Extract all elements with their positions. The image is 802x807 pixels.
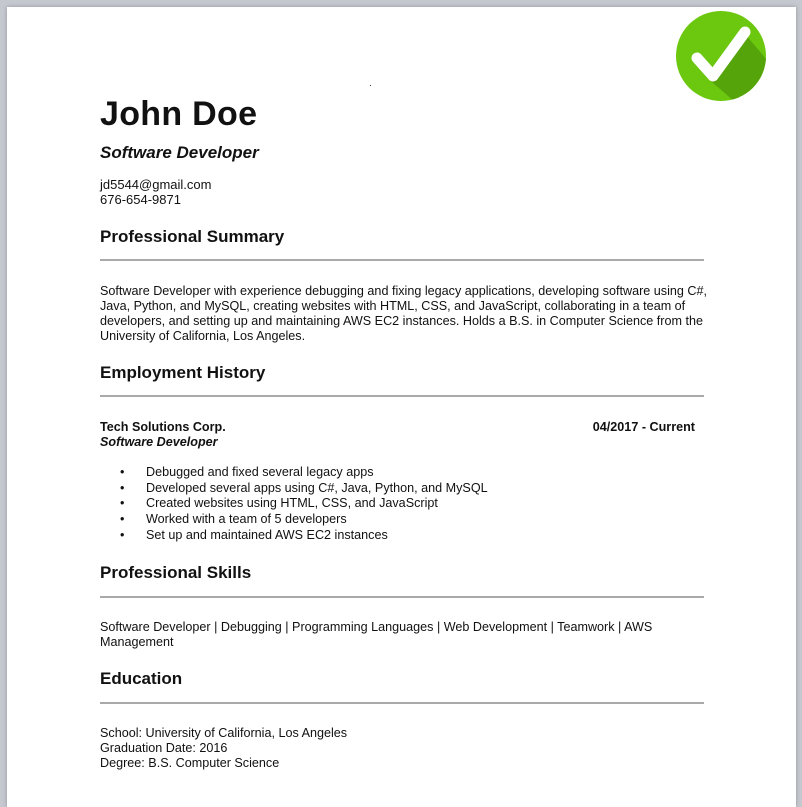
degree: Degree: B.S. Computer Science [100,756,280,770]
company: Tech Solutions Corp. [100,420,226,434]
job-dates: 04/2017 - Current [592,420,695,434]
education-heading: Education [100,669,183,688]
skills-heading: Professional Skills [100,563,252,582]
summary-heading: Professional Summary [100,227,285,246]
employment-heading: Employment History [100,363,266,382]
checkmark-icon [675,10,767,102]
divider [100,702,704,704]
education-details [100,726,710,771]
job-entry [100,420,695,450]
phone: 676-654-9871 [100,192,181,207]
list-item: • Developed several apps using C#, Java, Python, and MySQL [120,481,488,497]
summary-text: Software Developer with experience debugging and fixing legacy applications, developing software using C#, Java, Python, and MySQL, creating websites with HTML, CSS, and JavaScript, collaborating in a team of developers, and setting up and maintaining AWS EC2 instances. Holds a B.S. in Computer Science from the University of California, Los Angeles. [100,284,707,343]
divider [100,395,704,397]
divider [100,259,704,261]
list-item: • Worked with a team of 5 developers [120,512,488,528]
divider [100,596,704,598]
list-item: • Debugged and fixed several legacy apps [120,465,488,481]
candidate-name: John Doe [100,95,258,133]
list-item: • Created websites using HTML, CSS, and JavaScript [120,496,488,512]
school: School: University of California, Los Angeles [100,726,348,740]
resume-page [7,7,796,807]
contact-info [100,177,211,207]
graduation-date: Graduation Date: 2016 [100,741,228,755]
skills-text: Software Developer | Debugging | Programming Languages | Web Development | Teamwork | AWS Management [100,620,653,649]
job-bullets [120,465,488,544]
stray-dot [370,85,371,86]
job-role: Software Developer [100,435,218,449]
candidate-title: Software Developer [100,143,259,162]
list-item: • Set up and maintained AWS EC2 instances [120,528,488,544]
email: jd5544@gmail.com [100,177,212,192]
